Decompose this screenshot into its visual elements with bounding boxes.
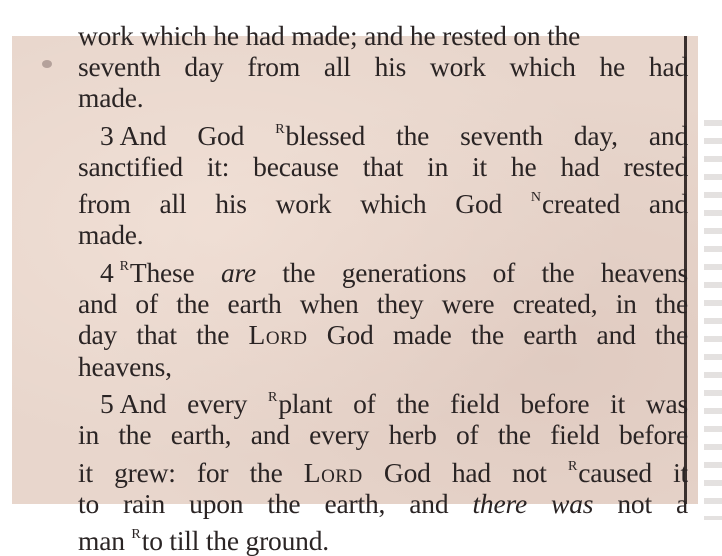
ink-smudge	[42, 60, 52, 68]
text-line: sanctified it: because that in it he had rested	[78, 150, 688, 182]
text-line: made.	[78, 82, 144, 114]
reference-mark: R	[131, 527, 141, 543]
italic-word: are	[220, 256, 256, 288]
reference-mark: R	[119, 258, 129, 274]
text-line: from all his work which God $^N$created and	[78, 188, 688, 220]
text-line: made.	[78, 219, 144, 251]
divine-name-small-caps: Lord	[303, 456, 363, 488]
verse-number: 5	[100, 387, 114, 419]
reference-mark: R	[275, 121, 285, 137]
text-line: and of the earth when they were created, in the	[78, 288, 688, 320]
verse-number: 3	[100, 119, 114, 151]
text-line: heavens,	[78, 350, 172, 382]
reference-mark: R	[567, 458, 578, 474]
verse-5-line: 5 And every $^R$plant of the field before it was	[100, 387, 688, 419]
adjacent-column-bleed	[704, 120, 722, 520]
verse-4-line: 4 $^R$These are the generations of the heavens	[100, 256, 688, 288]
verse-number: 4	[100, 256, 114, 288]
verse-3-line: 3 And God $^R$blessed the seventh day, and	[100, 119, 688, 151]
text-line-cut-top: work which he had made; and he rested on the	[78, 20, 581, 51]
text-line: day that the Lord God made the earth and the	[78, 319, 688, 351]
reference-mark: N	[530, 190, 542, 206]
verse-text-block	[78, 20, 688, 556]
text-line: it grew: for the Lord God had not $^R$caused it	[78, 456, 688, 488]
text-line: seventh day from all his work which he had	[78, 51, 688, 82]
divine-name-small-caps: Lord	[248, 319, 308, 351]
italic-words: there was	[472, 487, 594, 519]
text-line-cut-bottom: man $^R$to till the ground.	[78, 525, 329, 556]
text-line: in the earth, and every herb of the field before	[78, 419, 688, 451]
scanned-bible-page	[12, 20, 698, 556]
reference-mark: R	[267, 389, 278, 405]
text-line: to rain upon the earth, and there was not a	[78, 487, 688, 519]
